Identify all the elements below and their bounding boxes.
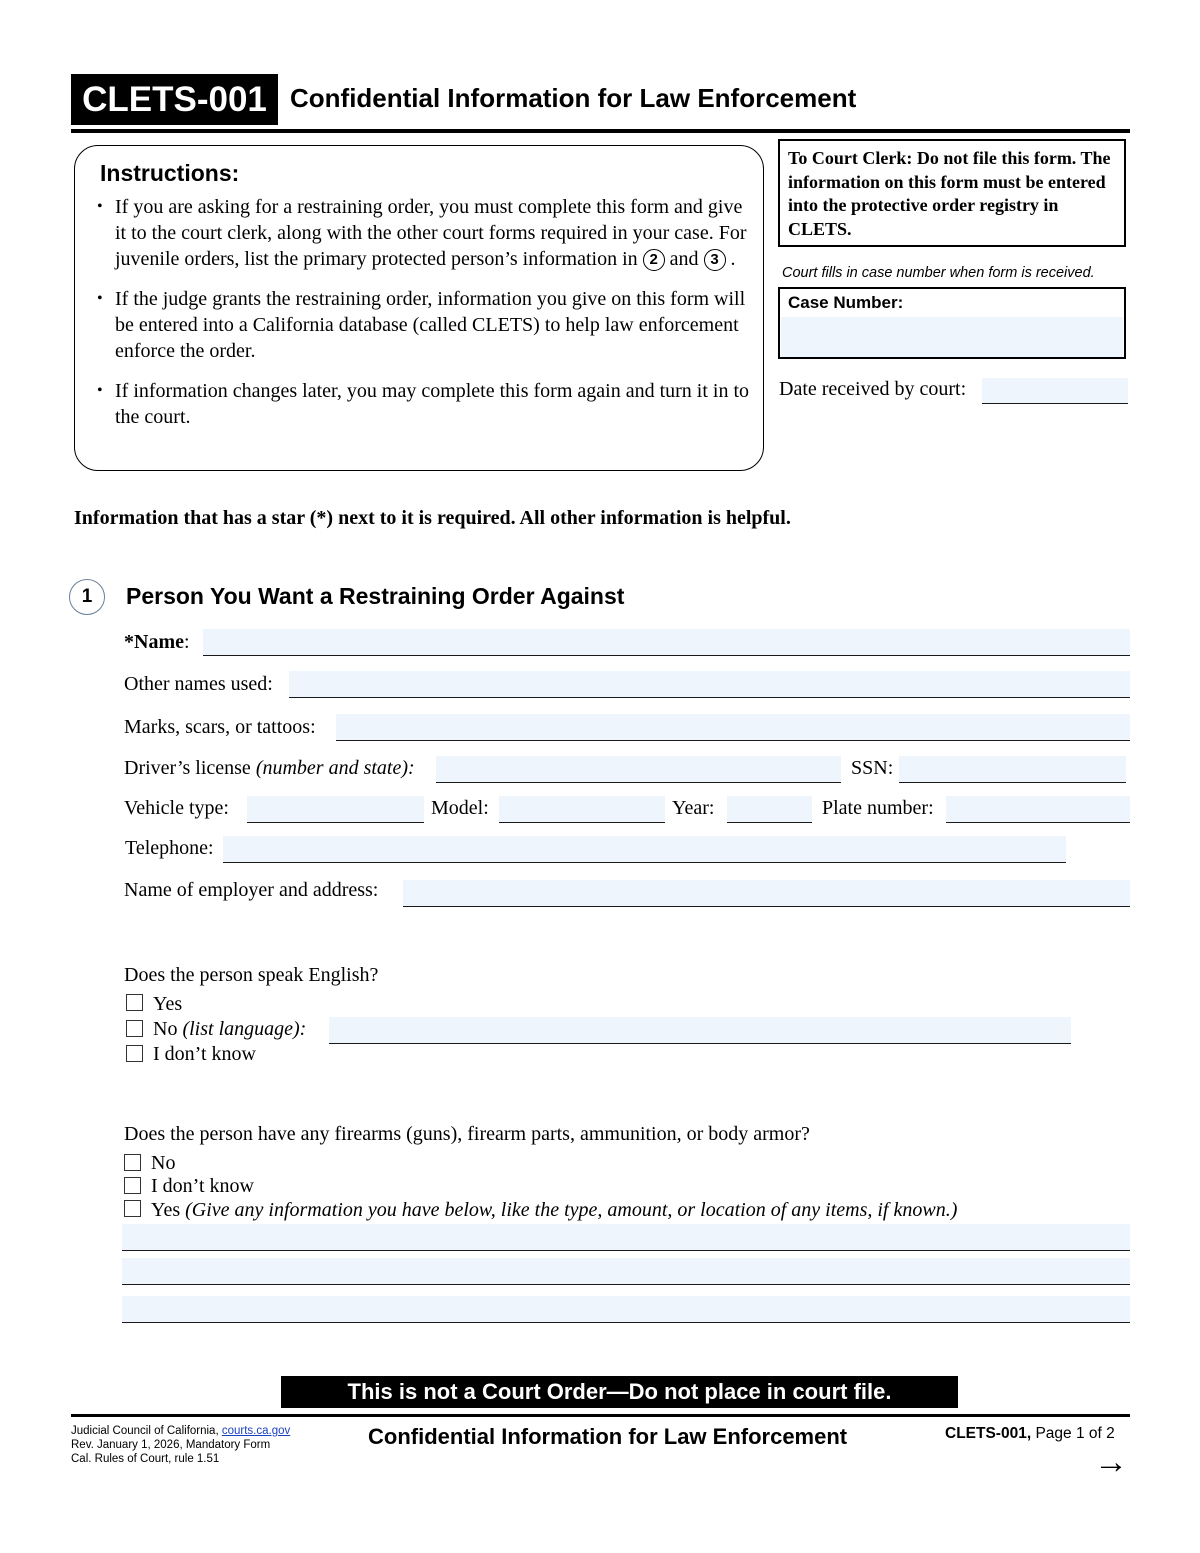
other-names-label: Other names used: xyxy=(124,673,273,695)
instructions-box xyxy=(74,145,764,471)
required-note: Information that has a star (*) next to it is required. All other information is helpful. xyxy=(74,507,791,529)
footer-left xyxy=(71,1424,290,1466)
english-no-label xyxy=(153,1017,306,1041)
name-label-star: *Name xyxy=(124,631,184,653)
date-received-field[interactable] xyxy=(982,378,1128,404)
english-no-text: No xyxy=(153,1018,178,1040)
footer-rule xyxy=(71,1414,1130,1417)
section-1-title: Person You Want a Restraining Order Against xyxy=(126,583,625,609)
next-page-arrow-icon[interactable]: → xyxy=(1094,1443,1128,1481)
employer-field[interactable] xyxy=(403,880,1130,907)
english-unknown-label: I don’t know xyxy=(153,1043,256,1065)
firearms-no-checkbox[interactable] xyxy=(124,1154,141,1171)
footer-page: Page 1 of 2 xyxy=(1035,1425,1115,1442)
model-label: Model: xyxy=(431,797,489,819)
date-received-label: Date received by court: xyxy=(779,378,967,400)
firearms-yes-label xyxy=(151,1198,957,1222)
footer-rule-ref: Cal. Rules of Court, rule 1.51 xyxy=(71,1453,220,1465)
year-label: Year: xyxy=(672,797,715,819)
case-number-field[interactable] xyxy=(781,317,1123,357)
drivers-license-field[interactable] xyxy=(436,756,841,783)
footer-council-line xyxy=(71,1424,290,1438)
case-number-note: Court fills in case number when form is received. xyxy=(782,265,1095,281)
instruction-bullet-1 xyxy=(75,194,757,272)
footer-title: Confidential Information for Law Enforcement xyxy=(368,1424,848,1449)
footer-form-code: CLETS-001, xyxy=(945,1425,1032,1442)
section-ref-3: 3 xyxy=(704,249,726,271)
firearms-unknown-checkbox[interactable] xyxy=(124,1177,141,1194)
clerk-notice-box: To Court Clerk: Do not file this form. The information on this form must be entered into the protective order registry in CLETS. xyxy=(778,139,1126,247)
model-field[interactable] xyxy=(499,796,665,823)
firearms-unknown-label: I don’t know xyxy=(151,1175,254,1197)
ssn-label: SSN: xyxy=(851,757,894,779)
marks-label: Marks, scars, or tattoos: xyxy=(124,716,316,738)
drivers-license-hint: (number and state): xyxy=(255,757,415,779)
telephone-field[interactable] xyxy=(223,836,1066,863)
firearms-details-field-3[interactable] xyxy=(122,1296,1130,1323)
form-title: Confidential Information for Law Enforcement xyxy=(290,83,857,113)
footer-page-info xyxy=(945,1425,1115,1443)
drivers-license-label xyxy=(124,756,415,780)
section-ref-2: 2 xyxy=(643,249,665,271)
telephone-label: Telephone: xyxy=(125,837,214,859)
instructions-heading: Instructions: xyxy=(100,160,240,186)
language-field[interactable] xyxy=(329,1017,1071,1044)
footer-council: Judicial Council of California, xyxy=(71,1425,219,1437)
footer-rev: Rev. January 1, 2026, Mandatory Form xyxy=(71,1439,271,1451)
name-label xyxy=(124,630,190,654)
firearms-yes-hint: (Give any information you have below, like the type, amount, or location of any items, if known.) xyxy=(185,1199,958,1221)
plate-number-field[interactable] xyxy=(946,796,1130,823)
form-code-badge: CLETS-001 xyxy=(71,74,278,125)
english-unknown-checkbox[interactable] xyxy=(126,1045,143,1062)
firearms-yes-text: Yes xyxy=(151,1199,181,1221)
instruction-period: . xyxy=(730,248,736,270)
firearms-no-label: No xyxy=(151,1152,176,1174)
english-question: Does the person speak English? xyxy=(124,964,379,986)
instruction-bullet-2: • If the judge grants the restraining order, information you give on this form will be entered into a California database (called CLETS) to help law enforcement enforce the order. xyxy=(75,286,757,364)
name-label-colon: : xyxy=(183,631,190,653)
footer-link[interactable]: courts.ca.gov xyxy=(221,1425,291,1437)
instructions-list xyxy=(75,194,757,444)
english-no-checkbox[interactable] xyxy=(126,1020,143,1037)
instruction-and: and xyxy=(669,248,699,270)
drivers-license-label-text: Driver’s license xyxy=(124,757,251,779)
english-yes-checkbox[interactable] xyxy=(126,994,143,1011)
year-field[interactable] xyxy=(727,796,812,823)
instruction-bullet-1-text: If you are asking for a restraining order, you must complete this form and give it to the court clerk, along with the other court forms required in your case. For juvenile orders, list the primary protected person’s information in xyxy=(115,196,747,270)
firearms-question: Does the person have any firearms (guns), firearm parts, ammunition, or body armor? xyxy=(124,1123,810,1145)
employer-label: Name of employer and address: xyxy=(124,879,379,901)
case-number-box xyxy=(778,287,1126,359)
firearms-details-field-2[interactable] xyxy=(122,1258,1130,1285)
ssn-field[interactable] xyxy=(899,756,1126,783)
english-yes-label: Yes xyxy=(153,993,183,1015)
vehicle-type-field[interactable] xyxy=(247,796,424,823)
section-1-number: 1 xyxy=(69,579,105,615)
english-no-hint: (list language): xyxy=(182,1018,307,1040)
not-court-order-banner: This is not a Court Order—Do not place in court file. xyxy=(281,1376,958,1408)
vehicle-type-label: Vehicle type: xyxy=(124,797,229,819)
firearms-details-field-1[interactable] xyxy=(122,1224,1130,1251)
header-rule xyxy=(71,129,1130,133)
other-names-field[interactable] xyxy=(289,671,1130,698)
instruction-bullet-3: • If information changes later, you may complete this form again and turn it in to the court. xyxy=(75,378,757,430)
case-number-label: Case Number: xyxy=(788,293,904,312)
firearms-yes-checkbox[interactable] xyxy=(124,1200,141,1217)
plate-number-label: Plate number: xyxy=(822,797,934,819)
marks-field[interactable] xyxy=(336,714,1130,741)
name-field[interactable] xyxy=(203,629,1130,656)
